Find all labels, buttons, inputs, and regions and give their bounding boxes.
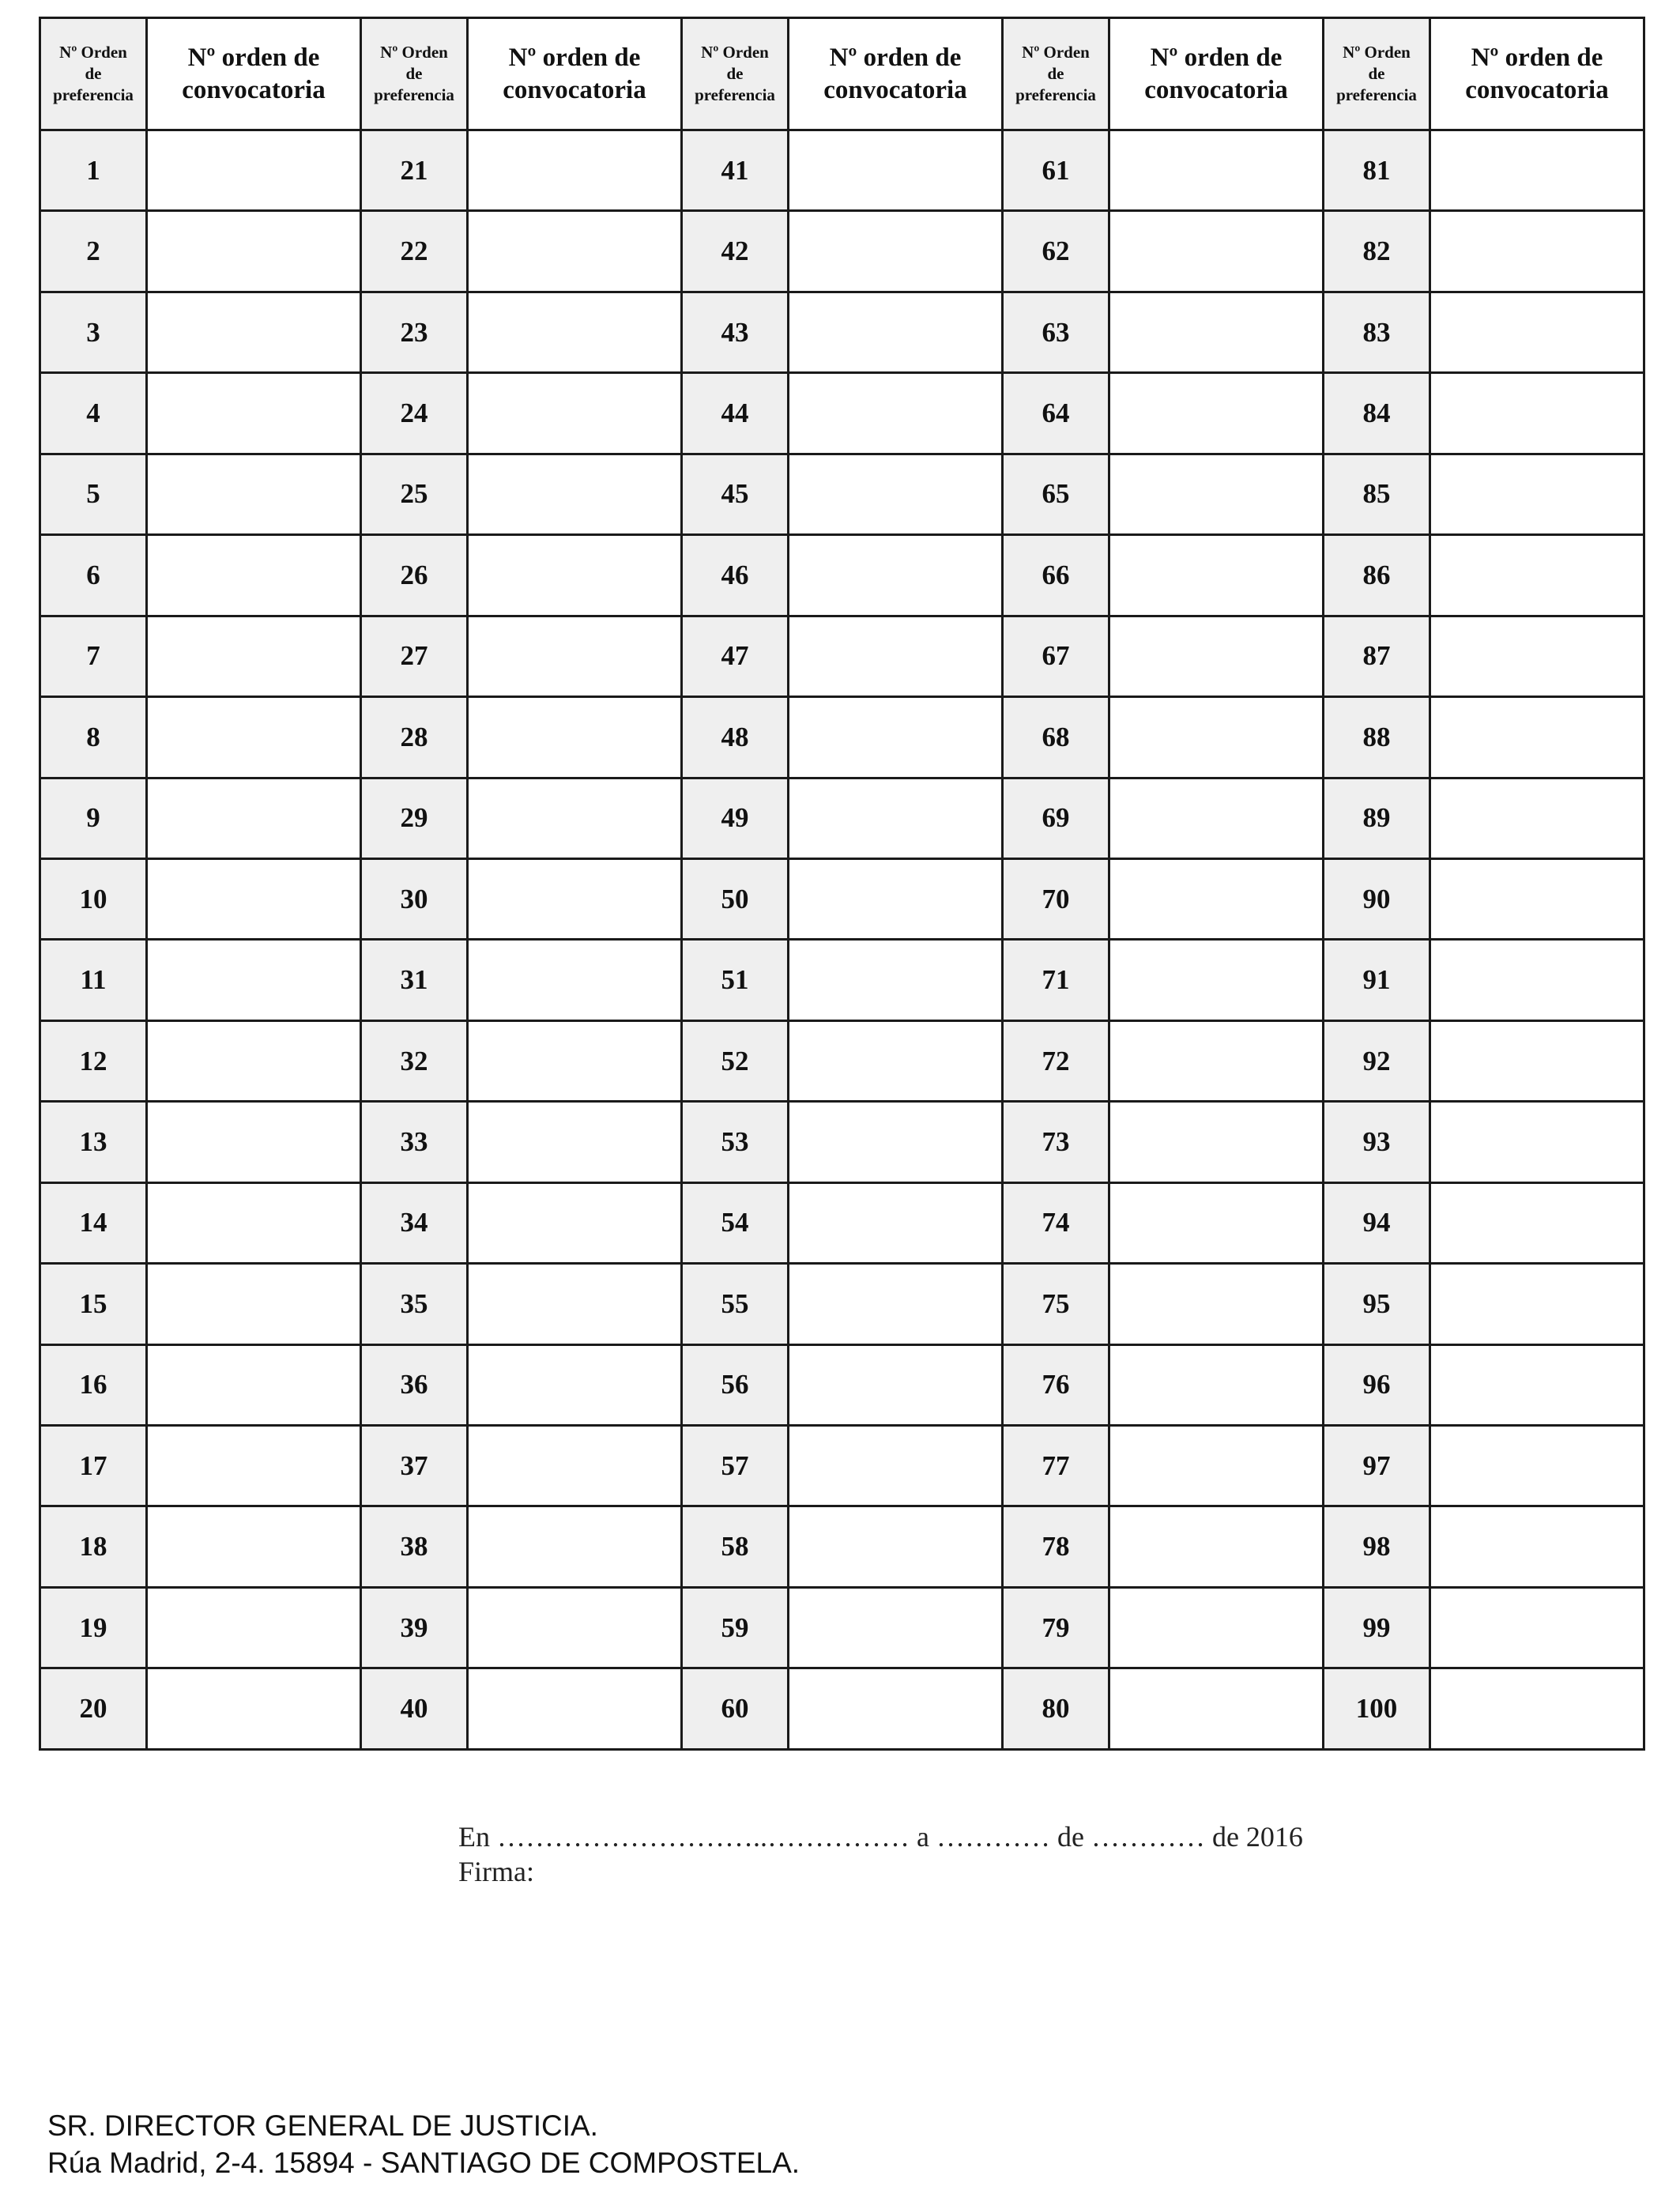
convocatoria-entry-cell[interactable] xyxy=(1109,292,1324,372)
convocatoria-entry-cell[interactable] xyxy=(468,1344,682,1425)
convocatoria-entry-cell[interactable] xyxy=(1109,1182,1324,1263)
preference-number-cell: 65 xyxy=(1003,454,1109,534)
preference-number-cell: 62 xyxy=(1003,211,1109,292)
convocatoria-entry-cell[interactable] xyxy=(1109,1344,1324,1425)
convocatoria-entry-cell[interactable] xyxy=(1430,940,1644,1020)
convocatoria-entry-cell[interactable] xyxy=(1109,454,1324,534)
preference-number-cell: 17 xyxy=(40,1426,147,1506)
preference-number-cell: 55 xyxy=(682,1264,789,1344)
header-text-line: convocatoria xyxy=(1144,75,1288,104)
convocatoria-entry-cell[interactable] xyxy=(468,940,682,1020)
header-orden-convocatoria xyxy=(789,18,1003,130)
header-text-line: Nº orden de xyxy=(829,43,962,72)
preference-number-cell: 68 xyxy=(1003,697,1109,778)
header-orden-preferencia xyxy=(361,18,468,130)
convocatoria-entry-cell[interactable] xyxy=(1430,1587,1644,1668)
preference-number-cell: 45 xyxy=(682,454,789,534)
preference-number-cell: 22 xyxy=(361,211,468,292)
header-text-line: preferencia xyxy=(53,85,134,104)
preference-number-cell: 94 xyxy=(1324,1182,1430,1263)
preference-number-cell: 10 xyxy=(40,858,147,939)
preference-number-cell: 92 xyxy=(1324,1020,1430,1101)
convocatoria-entry-cell[interactable] xyxy=(789,211,1003,292)
preference-number-cell: 97 xyxy=(1324,1426,1430,1506)
preference-table xyxy=(39,17,1645,1751)
convocatoria-entry-cell[interactable] xyxy=(147,211,361,292)
preference-number-cell: 49 xyxy=(682,778,789,858)
preference-number-cell: 21 xyxy=(361,130,468,211)
preference-number-cell: 79 xyxy=(1003,1587,1109,1668)
table-row xyxy=(40,1264,1644,1344)
convocatoria-entry-cell[interactable] xyxy=(789,1182,1003,1263)
table-row xyxy=(40,858,1644,939)
convocatoria-entry-cell[interactable] xyxy=(1430,1182,1644,1263)
convocatoria-entry-cell[interactable] xyxy=(1109,1020,1324,1101)
preference-number-cell: 3 xyxy=(40,292,147,372)
table-row xyxy=(40,1102,1644,1182)
convocatoria-entry-cell[interactable] xyxy=(1430,858,1644,939)
table-row xyxy=(40,454,1644,534)
convocatoria-entry-cell[interactable] xyxy=(789,1587,1003,1668)
convocatoria-entry-cell[interactable] xyxy=(789,1668,1003,1750)
header-orden-convocatoria xyxy=(1430,18,1644,130)
preference-number-cell: 34 xyxy=(361,1182,468,1263)
convocatoria-entry-cell[interactable] xyxy=(1430,1668,1644,1750)
preference-number-cell: 95 xyxy=(1324,1264,1430,1344)
preference-number-cell: 58 xyxy=(682,1506,789,1587)
preference-number-cell: 61 xyxy=(1003,130,1109,211)
preference-number-cell: 43 xyxy=(682,292,789,372)
convocatoria-entry-cell[interactable] xyxy=(789,1344,1003,1425)
convocatoria-entry-cell[interactable] xyxy=(1430,1102,1644,1182)
table-row xyxy=(40,1344,1644,1425)
header-text-line: de xyxy=(726,64,744,83)
preference-number-cell: 82 xyxy=(1324,211,1430,292)
preference-number-cell: 44 xyxy=(682,373,789,454)
preference-number-cell: 36 xyxy=(361,1344,468,1425)
convocatoria-entry-cell[interactable] xyxy=(147,1182,361,1263)
preference-number-cell: 52 xyxy=(682,1020,789,1101)
preference-number-cell: 100 xyxy=(1324,1668,1430,1750)
header-text-line: preferencia xyxy=(1015,85,1096,104)
convocatoria-entry-cell[interactable] xyxy=(468,1020,682,1101)
header-text-line: de xyxy=(1368,64,1385,83)
convocatoria-entry-cell[interactable] xyxy=(1109,535,1324,616)
preference-number-cell: 59 xyxy=(682,1587,789,1668)
preference-number-cell: 31 xyxy=(361,940,468,1020)
convocatoria-entry-cell[interactable] xyxy=(789,454,1003,534)
preference-number-cell: 7 xyxy=(40,616,147,696)
preference-number-cell: 88 xyxy=(1324,697,1430,778)
convocatoria-entry-cell[interactable] xyxy=(1430,1020,1644,1101)
convocatoria-entry-cell[interactable] xyxy=(1109,130,1324,211)
table-row xyxy=(40,940,1644,1020)
preference-number-cell: 73 xyxy=(1003,1102,1109,1182)
convocatoria-entry-cell[interactable] xyxy=(1430,1264,1644,1344)
header-orden-preferencia xyxy=(1324,18,1430,130)
header-text-line: Nº Orden xyxy=(1022,43,1090,62)
convocatoria-entry-cell[interactable] xyxy=(789,778,1003,858)
header-text-line: Nº Orden xyxy=(1343,43,1411,62)
convocatoria-entry-cell[interactable] xyxy=(1109,373,1324,454)
header-text-line: Nº Orden xyxy=(380,43,448,62)
convocatoria-entry-cell[interactable] xyxy=(147,373,361,454)
preference-number-cell: 23 xyxy=(361,292,468,372)
preference-number-cell: 27 xyxy=(361,616,468,696)
header-text-line: de xyxy=(1047,64,1064,83)
preference-number-cell: 39 xyxy=(361,1587,468,1668)
preference-number-cell: 67 xyxy=(1003,616,1109,696)
convocatoria-entry-cell[interactable] xyxy=(789,535,1003,616)
convocatoria-entry-cell[interactable] xyxy=(1430,1506,1644,1587)
address-line: Rúa Madrid, 2-4. 15894 - SANTIAGO DE COMPOSTELA. xyxy=(47,2147,800,2179)
preference-number-cell: 80 xyxy=(1003,1668,1109,1750)
preference-number-cell: 20 xyxy=(40,1668,147,1750)
convocatoria-entry-cell[interactable] xyxy=(1109,940,1324,1020)
preference-number-cell: 48 xyxy=(682,697,789,778)
table-row xyxy=(40,211,1644,292)
convocatoria-entry-cell[interactable] xyxy=(468,373,682,454)
convocatoria-entry-cell[interactable] xyxy=(468,1102,682,1182)
table-row xyxy=(40,616,1644,696)
header-text-line: convocatoria xyxy=(1465,75,1609,104)
convocatoria-entry-cell[interactable] xyxy=(789,616,1003,696)
header-orden-convocatoria xyxy=(468,18,682,130)
preference-number-cell: 1 xyxy=(40,130,147,211)
preference-number-cell: 98 xyxy=(1324,1506,1430,1587)
preference-number-cell: 16 xyxy=(40,1344,147,1425)
table-row xyxy=(40,292,1644,372)
table-row xyxy=(40,373,1644,454)
preference-number-cell: 15 xyxy=(40,1264,147,1344)
convocatoria-entry-cell[interactable] xyxy=(468,1506,682,1587)
convocatoria-entry-cell[interactable] xyxy=(147,1506,361,1587)
preference-number-cell: 84 xyxy=(1324,373,1430,454)
header-text-line: convocatoria xyxy=(503,75,646,104)
convocatoria-entry-cell[interactable] xyxy=(468,697,682,778)
convocatoria-entry-cell[interactable] xyxy=(147,858,361,939)
preference-number-cell: 9 xyxy=(40,778,147,858)
convocatoria-entry-cell[interactable] xyxy=(468,1264,682,1344)
header-text-line: preferencia xyxy=(695,85,775,104)
convocatoria-entry-cell[interactable] xyxy=(1430,211,1644,292)
preference-number-cell: 93 xyxy=(1324,1102,1430,1182)
convocatoria-entry-cell[interactable] xyxy=(147,1020,361,1101)
convocatoria-entry-cell[interactable] xyxy=(789,1020,1003,1101)
preference-number-cell: 2 xyxy=(40,211,147,292)
convocatoria-entry-cell[interactable] xyxy=(1109,1668,1324,1750)
convocatoria-entry-cell[interactable] xyxy=(1109,1102,1324,1182)
preference-number-cell: 29 xyxy=(361,778,468,858)
convocatoria-entry-cell[interactable] xyxy=(147,1344,361,1425)
convocatoria-entry-cell[interactable] xyxy=(468,211,682,292)
convocatoria-entry-cell[interactable] xyxy=(468,1426,682,1506)
convocatoria-entry-cell[interactable] xyxy=(468,1587,682,1668)
preference-number-cell: 87 xyxy=(1324,616,1430,696)
preference-number-cell: 99 xyxy=(1324,1587,1430,1668)
preference-number-cell: 71 xyxy=(1003,940,1109,1020)
convocatoria-entry-cell[interactable] xyxy=(1109,616,1324,696)
table-row xyxy=(40,535,1644,616)
preference-number-cell: 25 xyxy=(361,454,468,534)
convocatoria-entry-cell[interactable] xyxy=(468,535,682,616)
preference-number-cell: 72 xyxy=(1003,1020,1109,1101)
table-row xyxy=(40,1506,1644,1587)
convocatoria-entry-cell[interactable] xyxy=(468,130,682,211)
preference-number-cell: 70 xyxy=(1003,858,1109,939)
convocatoria-entry-cell[interactable] xyxy=(1109,1264,1324,1344)
preference-number-cell: 40 xyxy=(361,1668,468,1750)
table-row xyxy=(40,1668,1644,1750)
preference-number-cell: 35 xyxy=(361,1264,468,1344)
header-text-line: preferencia xyxy=(1336,85,1417,104)
convocatoria-entry-cell[interactable] xyxy=(1430,616,1644,696)
convocatoria-entry-cell[interactable] xyxy=(1430,1344,1644,1425)
convocatoria-entry-cell[interactable] xyxy=(1430,1426,1644,1506)
convocatoria-entry-cell[interactable] xyxy=(147,697,361,778)
firma-label: Firma: xyxy=(458,1856,534,1887)
preference-number-cell: 51 xyxy=(682,940,789,1020)
preference-number-cell: 6 xyxy=(40,535,147,616)
convocatoria-entry-cell[interactable] xyxy=(468,616,682,696)
convocatoria-entry-cell[interactable] xyxy=(468,1182,682,1263)
table-row xyxy=(40,1020,1644,1101)
preference-number-cell: 53 xyxy=(682,1102,789,1182)
convocatoria-entry-cell[interactable] xyxy=(147,1668,361,1750)
preference-number-cell: 50 xyxy=(682,858,789,939)
preference-number-cell: 19 xyxy=(40,1587,147,1668)
convocatoria-entry-cell[interactable] xyxy=(1109,858,1324,939)
preference-number-cell: 37 xyxy=(361,1426,468,1506)
preference-number-cell: 57 xyxy=(682,1426,789,1506)
header-orden-preferencia xyxy=(1003,18,1109,130)
convocatoria-entry-cell[interactable] xyxy=(789,858,1003,939)
recipient-line: SR. DIRECTOR GENERAL DE JUSTICIA. xyxy=(47,2109,598,2142)
table-row xyxy=(40,1587,1644,1668)
convocatoria-entry-cell[interactable] xyxy=(1109,211,1324,292)
table-row xyxy=(40,1182,1644,1263)
convocatoria-entry-cell[interactable] xyxy=(1430,454,1644,534)
header-text-line: de xyxy=(405,64,423,83)
convocatoria-entry-cell[interactable] xyxy=(468,292,682,372)
preference-number-cell: 96 xyxy=(1324,1344,1430,1425)
header-text-line: Nº orden de xyxy=(508,43,641,72)
header-text-line: de xyxy=(85,64,102,83)
preference-number-cell: 89 xyxy=(1324,778,1430,858)
header-text-line: Nº orden de xyxy=(1471,43,1603,72)
header-text-line: convocatoria xyxy=(182,75,326,104)
preference-number-cell: 41 xyxy=(682,130,789,211)
preference-number-cell: 18 xyxy=(40,1506,147,1587)
convocatoria-entry-cell[interactable] xyxy=(468,454,682,534)
signature-block xyxy=(458,1819,1303,1889)
preference-number-cell: 13 xyxy=(40,1102,147,1182)
preference-number-cell: 64 xyxy=(1003,373,1109,454)
recipient-address xyxy=(47,2107,800,2181)
preference-number-cell: 28 xyxy=(361,697,468,778)
table-row xyxy=(40,697,1644,778)
convocatoria-entry-cell[interactable] xyxy=(1109,1587,1324,1668)
preference-number-cell: 38 xyxy=(361,1506,468,1587)
preference-number-cell: 14 xyxy=(40,1182,147,1263)
convocatoria-entry-cell[interactable] xyxy=(789,373,1003,454)
convocatoria-entry-cell[interactable] xyxy=(789,1506,1003,1587)
table-row xyxy=(40,778,1644,858)
preference-number-cell: 74 xyxy=(1003,1182,1109,1263)
convocatoria-entry-cell[interactable] xyxy=(1430,697,1644,778)
preference-number-cell: 78 xyxy=(1003,1506,1109,1587)
preference-number-cell: 32 xyxy=(361,1020,468,1101)
table-body xyxy=(40,130,1644,1750)
preference-number-cell: 66 xyxy=(1003,535,1109,616)
preference-number-cell: 75 xyxy=(1003,1264,1109,1344)
preference-number-cell: 76 xyxy=(1003,1344,1109,1425)
header-orden-preferencia xyxy=(40,18,147,130)
convocatoria-entry-cell[interactable] xyxy=(1430,130,1644,211)
convocatoria-entry-cell[interactable] xyxy=(147,1264,361,1344)
convocatoria-entry-cell[interactable] xyxy=(789,940,1003,1020)
convocatoria-entry-cell[interactable] xyxy=(147,535,361,616)
preference-number-cell: 12 xyxy=(40,1020,147,1101)
convocatoria-entry-cell[interactable] xyxy=(1430,292,1644,372)
convocatoria-entry-cell[interactable] xyxy=(147,292,361,372)
preference-number-cell: 91 xyxy=(1324,940,1430,1020)
convocatoria-entry-cell[interactable] xyxy=(147,454,361,534)
table-row xyxy=(40,130,1644,211)
preference-number-cell: 42 xyxy=(682,211,789,292)
preference-number-cell: 24 xyxy=(361,373,468,454)
convocatoria-entry-cell[interactable] xyxy=(789,130,1003,211)
preference-number-cell: 4 xyxy=(40,373,147,454)
header-orden-preferencia xyxy=(682,18,789,130)
preference-number-cell: 60 xyxy=(682,1668,789,1750)
convocatoria-entry-cell[interactable] xyxy=(1109,1426,1324,1506)
preference-number-cell: 46 xyxy=(682,535,789,616)
convocatoria-entry-cell[interactable] xyxy=(468,1668,682,1750)
header-orden-convocatoria xyxy=(1109,18,1324,130)
convocatoria-entry-cell[interactable] xyxy=(789,292,1003,372)
header-text-line: convocatoria xyxy=(823,75,967,104)
convocatoria-entry-cell[interactable] xyxy=(468,778,682,858)
preference-number-cell: 56 xyxy=(682,1344,789,1425)
preference-number-cell: 85 xyxy=(1324,454,1430,534)
preference-number-cell: 11 xyxy=(40,940,147,1020)
convocatoria-entry-cell[interactable] xyxy=(147,1587,361,1668)
convocatoria-entry-cell[interactable] xyxy=(147,940,361,1020)
preference-number-cell: 69 xyxy=(1003,778,1109,858)
header-text-line: Nº Orden xyxy=(701,43,769,62)
preference-number-cell: 81 xyxy=(1324,130,1430,211)
preference-number-cell: 86 xyxy=(1324,535,1430,616)
convocatoria-entry-cell[interactable] xyxy=(147,1102,361,1182)
convocatoria-entry-cell[interactable] xyxy=(1430,535,1644,616)
header-text-line: Nº Orden xyxy=(59,43,127,62)
convocatoria-entry-cell[interactable] xyxy=(789,697,1003,778)
preference-number-cell: 54 xyxy=(682,1182,789,1263)
date-line: En ………………………..…………… a ………… de ………… de 2016 xyxy=(458,1821,1303,1853)
preference-number-cell: 90 xyxy=(1324,858,1430,939)
preference-number-cell: 63 xyxy=(1003,292,1109,372)
convocatoria-entry-cell[interactable] xyxy=(147,616,361,696)
table-row xyxy=(40,1426,1644,1506)
preference-number-cell: 5 xyxy=(40,454,147,534)
header-text-line: Nº orden de xyxy=(1150,43,1283,72)
table-header-row xyxy=(40,18,1644,130)
preference-number-cell: 83 xyxy=(1324,292,1430,372)
convocatoria-entry-cell[interactable] xyxy=(1430,778,1644,858)
convocatoria-entry-cell[interactable] xyxy=(147,130,361,211)
convocatoria-entry-cell[interactable] xyxy=(1109,778,1324,858)
convocatoria-entry-cell[interactable] xyxy=(1109,1506,1324,1587)
convocatoria-entry-cell[interactable] xyxy=(789,1426,1003,1506)
convocatoria-entry-cell[interactable] xyxy=(147,778,361,858)
preference-number-cell: 8 xyxy=(40,697,147,778)
preference-number-cell: 30 xyxy=(361,858,468,939)
convocatoria-entry-cell[interactable] xyxy=(789,1102,1003,1182)
preference-number-cell: 47 xyxy=(682,616,789,696)
convocatoria-entry-cell[interactable] xyxy=(468,858,682,939)
header-text-line: preferencia xyxy=(374,85,454,104)
preference-number-cell: 26 xyxy=(361,535,468,616)
preference-number-cell: 33 xyxy=(361,1102,468,1182)
header-orden-convocatoria xyxy=(147,18,361,130)
convocatoria-entry-cell[interactable] xyxy=(789,1264,1003,1344)
header-text-line: Nº orden de xyxy=(187,43,320,72)
convocatoria-entry-cell[interactable] xyxy=(147,1426,361,1506)
convocatoria-entry-cell[interactable] xyxy=(1430,373,1644,454)
convocatoria-entry-cell[interactable] xyxy=(1109,697,1324,778)
preference-number-cell: 77 xyxy=(1003,1426,1109,1506)
